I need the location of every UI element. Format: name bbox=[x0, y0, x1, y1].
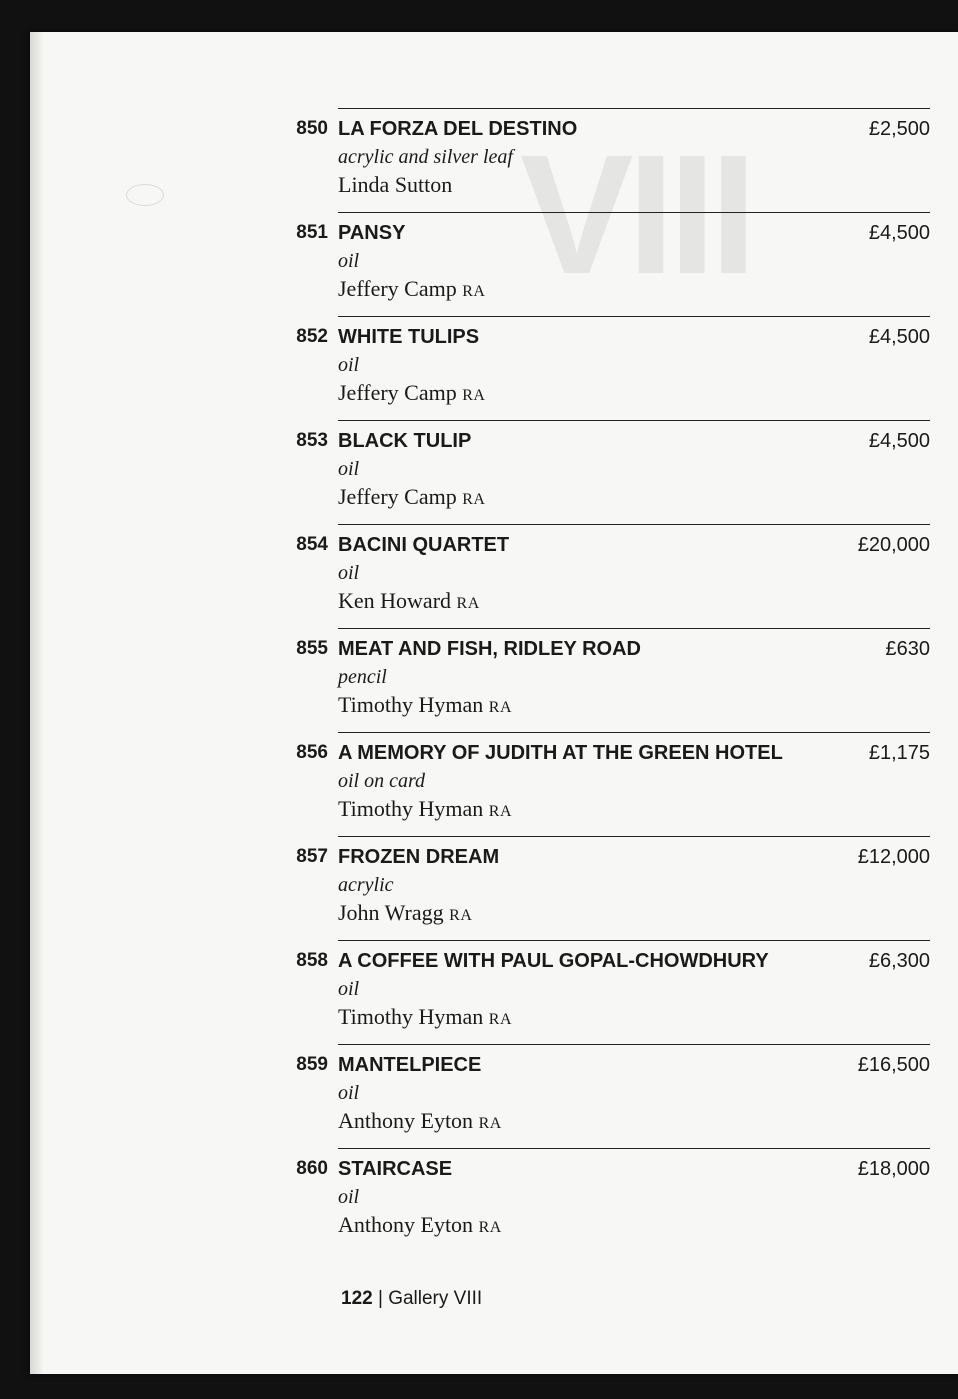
lot-number: 854 bbox=[296, 534, 328, 555]
lot-number: 853 bbox=[296, 430, 328, 451]
artist-line bbox=[338, 1004, 512, 1030]
entry-divider bbox=[338, 940, 930, 941]
catalogue-entry bbox=[30, 940, 958, 1044]
artist-suffix: RA bbox=[462, 387, 486, 404]
artwork-price: £12,000 bbox=[857, 846, 930, 868]
artist-line bbox=[338, 588, 480, 614]
footer-separator: | bbox=[372, 1288, 389, 1309]
artist-name: Timothy Hyman bbox=[338, 796, 484, 821]
artist-suffix: RA bbox=[449, 907, 473, 924]
artwork-price: £2,500 bbox=[868, 118, 930, 140]
artwork-medium: pencil bbox=[338, 666, 387, 688]
artwork-medium: oil on card bbox=[338, 770, 426, 792]
artist-suffix: RA bbox=[478, 1219, 502, 1236]
artist-name: Jeffery Camp bbox=[338, 276, 457, 301]
entry-divider bbox=[338, 108, 930, 109]
artwork-medium: acrylic and silver leaf bbox=[338, 146, 513, 168]
artist-name: Linda Sutton bbox=[338, 172, 453, 197]
lot-number: 859 bbox=[296, 1054, 328, 1075]
page-footer bbox=[341, 1288, 482, 1310]
artist-suffix: RA bbox=[488, 1011, 513, 1028]
artwork-title: BLACK TULIP bbox=[338, 430, 472, 452]
artist-line bbox=[338, 1212, 502, 1238]
artist-name: Anthony Eyton bbox=[338, 1212, 474, 1237]
lot-number: 851 bbox=[296, 222, 328, 243]
artwork-price: £18,000 bbox=[857, 1158, 930, 1180]
catalogue-entry bbox=[30, 212, 958, 316]
artwork-title: WHITE TULIPS bbox=[338, 326, 480, 348]
entry-divider bbox=[338, 420, 930, 421]
entry-list bbox=[30, 32, 958, 1374]
artwork-medium: oil bbox=[338, 562, 360, 584]
artwork-medium: acrylic bbox=[338, 874, 394, 896]
page-number: 122 bbox=[341, 1288, 373, 1309]
lot-number: 858 bbox=[296, 950, 328, 971]
entry-divider bbox=[338, 628, 930, 629]
artist-name: Anthony Eyton bbox=[338, 1108, 474, 1133]
artwork-price: £4,500 bbox=[868, 430, 930, 452]
catalogue-page bbox=[30, 32, 958, 1374]
artist-name: Jeffery Camp bbox=[338, 484, 457, 509]
artwork-title: LA FORZA DEL DESTINO bbox=[338, 118, 578, 140]
artist-line bbox=[338, 900, 472, 926]
gallery-name: Gallery VIII bbox=[388, 1288, 483, 1309]
artist-line bbox=[338, 172, 452, 198]
artist-line bbox=[338, 484, 485, 510]
artist-line bbox=[338, 276, 485, 302]
artwork-medium: oil bbox=[338, 1082, 360, 1104]
artist-suffix: RA bbox=[462, 283, 486, 300]
artist-suffix: RA bbox=[462, 491, 486, 508]
lot-number: 857 bbox=[296, 846, 328, 867]
artist-name: Timothy Hyman bbox=[338, 692, 484, 717]
catalogue-entry bbox=[30, 836, 958, 940]
catalogue-entry bbox=[30, 524, 958, 628]
artwork-price: £4,500 bbox=[868, 222, 930, 244]
artwork-title: MANTELPIECE bbox=[338, 1054, 482, 1076]
artist-line bbox=[338, 380, 485, 406]
artwork-medium: oil bbox=[338, 1186, 360, 1208]
catalogue-entry bbox=[30, 1148, 958, 1252]
catalogue-entry bbox=[30, 108, 958, 212]
artwork-medium: oil bbox=[338, 458, 360, 480]
entry-divider bbox=[338, 732, 930, 733]
artist-name: John Wragg bbox=[338, 900, 444, 925]
lot-number: 855 bbox=[296, 638, 328, 659]
entry-divider bbox=[338, 524, 930, 525]
artwork-title: STAIRCASE bbox=[338, 1158, 453, 1180]
artwork-medium: oil bbox=[338, 354, 360, 376]
artwork-price: £16,500 bbox=[857, 1054, 930, 1076]
artist-line bbox=[338, 1108, 502, 1134]
lot-number: 860 bbox=[296, 1158, 328, 1179]
artwork-title: PANSY bbox=[338, 222, 406, 244]
artwork-medium: oil bbox=[338, 978, 360, 1000]
artwork-medium: oil bbox=[338, 250, 360, 272]
entry-divider bbox=[338, 836, 930, 837]
artwork-price: £630 bbox=[885, 638, 930, 660]
artwork-price: £4,500 bbox=[868, 326, 930, 348]
entry-divider bbox=[338, 1148, 930, 1149]
artist-name: Timothy Hyman bbox=[338, 1004, 484, 1029]
catalogue-entry bbox=[30, 1044, 958, 1148]
artist-suffix: RA bbox=[478, 1115, 502, 1132]
artist-line bbox=[338, 692, 512, 718]
lot-number: 850 bbox=[296, 118, 328, 139]
artwork-price: £20,000 bbox=[857, 534, 930, 556]
artwork-title: FROZEN DREAM bbox=[338, 846, 500, 868]
catalogue-entry bbox=[30, 628, 958, 732]
artist-suffix: RA bbox=[488, 699, 513, 716]
show-through-watermark: VIII bbox=[520, 120, 752, 310]
artist-suffix: RA bbox=[488, 803, 513, 820]
artist-line bbox=[338, 796, 512, 822]
catalogue-entry bbox=[30, 420, 958, 524]
artwork-title: A COFFEE WITH PAUL GOPAL-CHOWDHURY bbox=[338, 950, 769, 972]
artwork-title: BACINI QUARTET bbox=[338, 534, 510, 556]
artwork-title: MEAT AND FISH, RIDLEY ROAD bbox=[338, 638, 641, 660]
artist-name: Ken Howard bbox=[338, 588, 452, 613]
entry-divider bbox=[338, 212, 930, 213]
lot-number: 856 bbox=[296, 742, 328, 763]
entry-divider bbox=[338, 316, 930, 317]
catalogue-entry bbox=[30, 732, 958, 836]
artist-name: Jeffery Camp bbox=[338, 380, 457, 405]
entry-divider bbox=[338, 1044, 930, 1045]
artwork-title: A MEMORY OF JUDITH AT THE GREEN HOTEL bbox=[338, 742, 783, 764]
artwork-price: £6,300 bbox=[868, 950, 930, 972]
catalogue-entry bbox=[30, 316, 958, 420]
lot-number: 852 bbox=[296, 326, 328, 347]
artist-suffix: RA bbox=[456, 595, 480, 612]
artwork-price: £1,175 bbox=[868, 742, 930, 764]
